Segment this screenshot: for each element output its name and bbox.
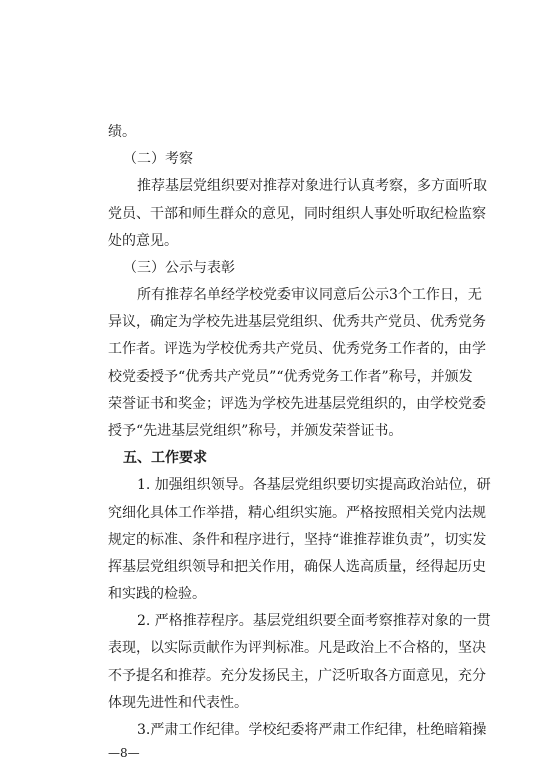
paragraph-line: 不予提名和推荐。充分发扬民主，广泛听取各方面意见，充分	[108, 668, 486, 684]
paragraph-line: 授予“先进基层党组织”称号，并颁发荣誉证书。	[108, 423, 403, 439]
paragraph-line: 3.严肃工作纪律。学校纪委将严肃工作纪律，杜绝暗箱操	[137, 722, 487, 738]
paragraph-line: 校党委授予“优秀共产党员”“优秀党务工作者”称号，并颁发	[108, 369, 473, 385]
paragraph-line: 和实践的检验。	[108, 586, 206, 602]
section-heading-gongshi: （三）公示与表彰	[123, 260, 235, 276]
paragraph-line: 荣誉证书和奖金；评选为学校先进基层党组织的，由学校党委	[108, 396, 486, 412]
page-number: —8—	[108, 746, 140, 760]
paragraph-line: 表现，以实际贡献作为评判标准。凡是政治上不合格的，坚决	[108, 640, 486, 656]
paragraph-line: 异议，确定为学校先进基层党组织、优秀共产党员、优秀党务	[108, 314, 486, 330]
paragraph-line: 1. 加强组织领导。各基层党组织要切实提高政治站位，研	[137, 477, 491, 493]
paragraph-line: 究细化具体工作举措，精心组织实施。严格按照相关党内法规	[108, 505, 486, 521]
paragraph-line: 挥基层党组织领导和把关作用，确保人选高质量，经得起历史	[108, 559, 486, 575]
paragraph-line: 所有推荐名单经学校党委审议同意后公示3个工作日，无	[137, 287, 482, 303]
paragraph-line: 规定的标准、条件和程序进行，坚持“谁推荐谁负责”，切实发	[108, 532, 487, 548]
paragraph-line: 党员、干部和师生群众的意见，同时组织人事处听取纪检监察	[108, 206, 486, 222]
paragraph-continuation: 绩。	[108, 124, 136, 140]
section-heading-kaocha: （二）考察	[123, 151, 193, 167]
paragraph-line: 工作者。评选为学校优秀共产党员、优秀党务工作者的，由学	[108, 341, 486, 357]
paragraph-line: 2. 严格推荐程序。基层党组织要全面考察推荐对象的一贯	[137, 613, 491, 629]
paragraph-line: 体现先进性和代表性。	[108, 695, 248, 711]
paragraph-line: 处的意见。	[108, 233, 178, 249]
section-heading-work-requirements: 五、工作要求	[123, 450, 207, 466]
paragraph-line: 推荐基层党组织要对推荐对象进行认真考察，多方面听取	[137, 178, 487, 194]
